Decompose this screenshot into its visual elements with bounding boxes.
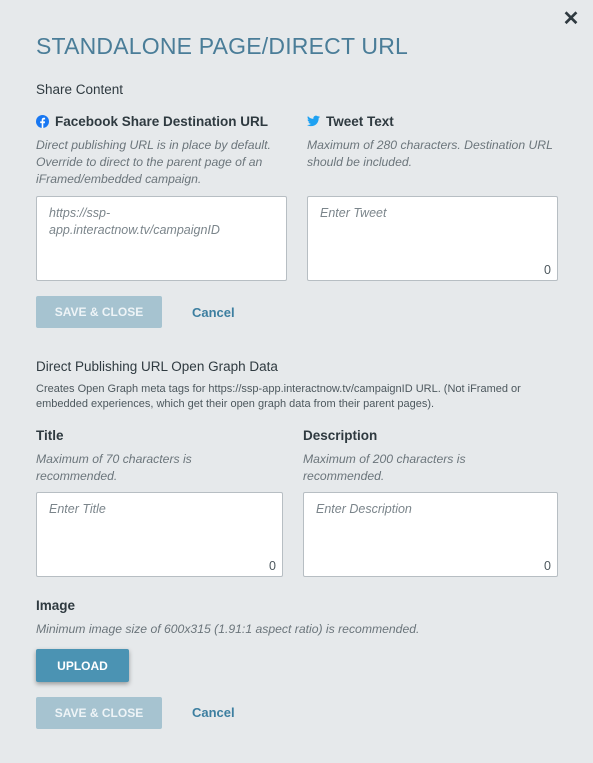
facebook-url-input[interactable] (36, 196, 287, 281)
facebook-icon (36, 115, 49, 128)
og-cancel-link[interactable]: Cancel (192, 705, 235, 720)
tweet-placeholder: Enter Tweet (320, 206, 387, 220)
share-cancel-link[interactable]: Cancel (192, 305, 235, 320)
facebook-label-text: Facebook Share Destination URL (55, 114, 269, 129)
tweet-label (307, 114, 394, 129)
og-description-help: Maximum of 200 characters is recommended. (303, 452, 466, 483)
share-content-heading: Share Content (36, 82, 124, 97)
og-help: Creates Open Graph meta tags for https://ssp-app.interactnow.tv/campaignID URL. (Not iFramed or embedded experiences, which get their open graph data from their parent pages). (36, 383, 521, 410)
og-title-placeholder: Enter Title (49, 502, 106, 516)
share-save-close-button[interactable]: SAVE & CLOSE (36, 296, 162, 328)
og-title-label: Title (36, 428, 64, 443)
facebook-help: Direct publishing URL is in place by default. Override to direct to the parent page of an iFramed/embedded campaign. (36, 138, 271, 186)
tweet-help: Maximum of 280 characters. Destination URL should be included. (307, 138, 553, 169)
og-description-input[interactable] (303, 492, 558, 577)
og-title-input[interactable] (36, 492, 283, 577)
og-description-placeholder: Enter Description (316, 502, 412, 516)
og-image-help: Minimum image size of 600x315 (1.91:1 aspect ratio) is recommended. (36, 622, 420, 636)
og-title-char-count: 0 (269, 559, 276, 573)
tweet-textarea[interactable] (307, 196, 558, 281)
og-heading: Direct Publishing URL Open Graph Data (36, 359, 278, 374)
tweet-label-text: Tweet Text (326, 114, 394, 129)
og-save-close-button[interactable]: SAVE & CLOSE (36, 697, 162, 729)
facebook-label (36, 114, 268, 129)
og-description-label: Description (303, 428, 378, 443)
tweet-char-count: 0 (544, 263, 551, 277)
og-description-char-count: 0 (544, 559, 551, 573)
close-icon[interactable]: ✕ (562, 8, 580, 30)
upload-button[interactable]: UPLOAD (36, 649, 129, 682)
facebook-url-placeholder: https://ssp-app.interactnow.tv/campaignID (49, 206, 220, 237)
twitter-icon (307, 115, 320, 128)
og-image-label: Image (36, 598, 76, 613)
og-title-help: Maximum of 70 characters is recommended. (36, 452, 192, 483)
dialog-title: STANDALONE PAGE/DIRECT URL (36, 33, 408, 59)
